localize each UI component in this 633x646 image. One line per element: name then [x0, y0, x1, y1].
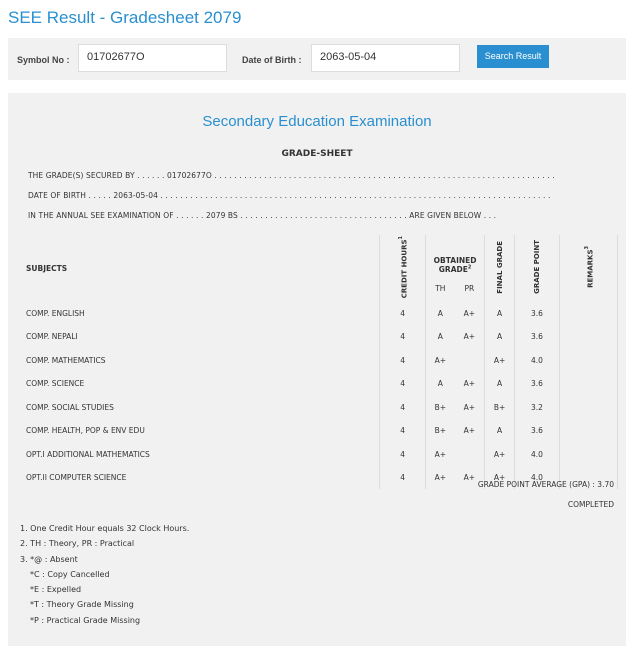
subject-cell: COMP. NEPALI [26, 332, 78, 342]
th-grade-cell: B+ [434, 426, 447, 436]
dob-label: Date of Birth : [242, 55, 302, 65]
final-grade-cell: A+ [485, 442, 515, 466]
th-grade-cell: B+ [434, 402, 447, 412]
table-row [16, 372, 618, 396]
final-grade-cell: A [485, 419, 515, 443]
note-item: *P : Practical Grade Missing [30, 615, 141, 625]
remarks-cell [559, 442, 617, 466]
pr-grade-cell: A+ [463, 332, 476, 342]
credit-cell: 4 [380, 419, 426, 443]
remarks-cell [559, 325, 617, 349]
gradesheet-panel [8, 93, 626, 646]
symbol-input[interactable]: 01702677O [78, 44, 227, 72]
th-grade-cell: A [437, 332, 443, 342]
subject-cell: COMP. MATHEMATICS [26, 355, 106, 365]
table-row [16, 419, 618, 443]
credit-cell: 4 [380, 395, 426, 419]
status-text: COMPLETED [567, 500, 614, 509]
credit-hours-header: CREDIT HOURS$^1$ [380, 235, 426, 301]
pr-grade-cell: A+ [463, 308, 476, 318]
obtained-grade-header: OBTAINED GRADE$^2$ [433, 255, 477, 275]
subject-cell: OPT.II COMPUTER SCIENCE [26, 473, 127, 483]
grade-point-cell: 3.2 [531, 402, 543, 412]
th-grade-cell: A+ [434, 449, 447, 459]
grades-table [16, 235, 618, 489]
subjects-header: SUBJECTS [26, 263, 68, 273]
page-title: SEE Result - Gradesheet 2079 [8, 8, 242, 27]
final-grade-cell: A [485, 372, 515, 396]
notes [20, 521, 189, 628]
search-result-button[interactable]: Search Result [477, 45, 549, 68]
exam-line: IN THE ANNUAL SEE EXAMINATION OF . . . . . . 2079 BS . . . . . . . . . . . . . . . . . . . . . . . . . . . . . . . . . . ARE GIVEN BELOW . . . [28, 211, 497, 220]
remarks-cell [559, 372, 617, 396]
pr-grade-cell: A+ [463, 402, 476, 412]
subject-cell: COMP. SCIENCE [26, 379, 85, 389]
th-grade-cell: A+ [434, 355, 447, 365]
remarks-cell [559, 419, 617, 443]
table-row [16, 395, 618, 419]
credit-cell: 4 [380, 325, 426, 349]
pr-grade-cell: A+ [463, 379, 476, 389]
gpa-text: GRADE POINT AVERAGE (GPA) : 3.70 [477, 480, 614, 489]
final-grade-cell: B+ [485, 395, 515, 419]
credit-cell: 4 [380, 348, 426, 372]
credit-cell: 4 [380, 372, 426, 396]
credit-cell: 4 [380, 466, 426, 490]
th-grade-cell: A [437, 379, 443, 389]
grade-point-cell: 3.6 [531, 426, 543, 436]
subject-cell: OPT.I ADDITIONAL MATHEMATICS [26, 449, 150, 459]
table-row [16, 348, 618, 372]
final-grade-header: FINAL GRADE [485, 235, 515, 301]
note-item: *C : Copy Cancelled [30, 569, 110, 579]
table-row [16, 325, 618, 349]
th-grade-cell: A+ [434, 473, 447, 483]
remarks-header: REMARKS$^3$ [559, 235, 617, 301]
pr-header: PR [464, 284, 475, 294]
grade-point-cell: 3.6 [531, 379, 543, 389]
remarks-cell [559, 395, 617, 419]
pr-grade-cell: A+ [463, 473, 476, 483]
note-item: *T : Theory Grade Missing [30, 600, 134, 610]
th-header: TH [435, 284, 446, 294]
final-grade-cell: A+ [485, 466, 515, 490]
exam-title: Secondary Education Examination [202, 113, 432, 130]
dob-input[interactable]: 2063-05-04 [311, 44, 460, 72]
grades-secured-line: THE GRADE(S) SECURED BY . . . . . . 01702677O . . . . . . . . . . . . . . . . . . . . . . . . . . . . . . . . . . . . . . . . . . . . . . . . . . . . . . . . . . . . . . . . . . . . . [28, 171, 555, 180]
remarks-cell [559, 348, 617, 372]
table-row [16, 301, 618, 325]
grade-point-cell: 4.0 [531, 449, 543, 459]
pr-grade-cell [455, 348, 485, 372]
note-item: 3. *@ : Absent [20, 554, 78, 564]
symbol-label: Symbol No : [17, 55, 70, 65]
note-item: 1. One Credit Hour equals 32 Clock Hours. [20, 524, 190, 533]
th-grade-cell: A [437, 308, 443, 318]
subject-cell: COMP. SOCIAL STUDIES [26, 402, 114, 412]
grade-point-cell: 3.6 [531, 332, 543, 342]
final-grade-cell: A [485, 301, 515, 325]
note-item: 2. TH : Theory, PR : Practical [20, 539, 135, 549]
pr-grade-cell: A+ [463, 426, 476, 436]
grade-point-cell: 4.0 [531, 355, 543, 365]
final-grade-cell: A [485, 325, 515, 349]
gradesheet-title: GRADE-SHEET [281, 149, 353, 159]
subject-cell: COMP. HEALTH, POP & ENV EDU [26, 426, 145, 436]
grade-point-cell: 4.0 [531, 473, 543, 483]
dob-line: DATE OF BIRTH . . . . . 2063-05-04 . . . . . . . . . . . . . . . . . . . . . . . . . . . . . . . . . . . . . . . . . . . . . . . . . . . . . . . . . . . . . . . . . . . . . . . . . . . . . . . [28, 191, 551, 200]
table-row [16, 442, 618, 466]
final-grade-cell: A+ [485, 348, 515, 372]
note-item: *E : Expelled [30, 585, 82, 595]
grade-point-header: GRADE POINT [533, 240, 541, 295]
pr-grade-cell [455, 442, 485, 466]
credit-cell: 4 [380, 301, 426, 325]
credit-cell: 4 [380, 442, 426, 466]
subject-cell: COMP. ENGLISH [26, 308, 85, 318]
remarks-cell [559, 301, 617, 325]
grade-point-cell: 3.6 [531, 308, 543, 318]
